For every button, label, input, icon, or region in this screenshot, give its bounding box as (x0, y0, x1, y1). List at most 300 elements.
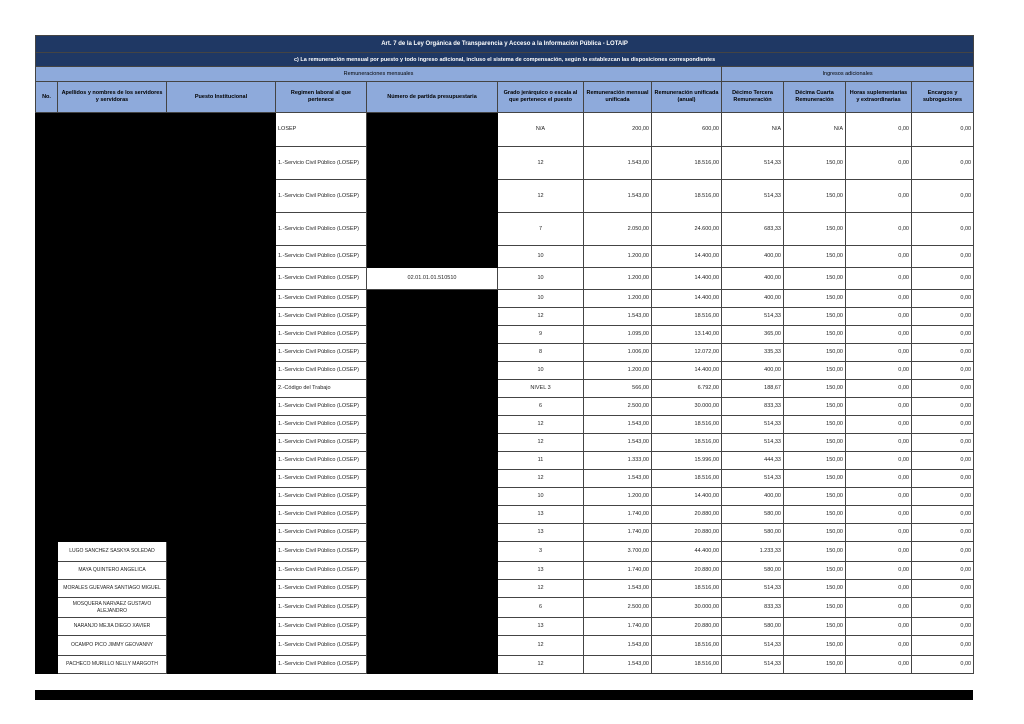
cell-regimen: 1.-Servicio Civil Público (LOSEP) (276, 656, 367, 674)
cell-grado: 12 (498, 180, 584, 213)
cell-no (36, 452, 58, 470)
cell-mensual: 1.543,00 (584, 636, 652, 656)
cell-encargos: 0,00 (912, 147, 974, 180)
cell-anual: 20.880,00 (652, 618, 722, 636)
cell-decima-cuarta: 150,00 (784, 488, 846, 506)
remuneration-table (35, 35, 974, 674)
cell-decimo-tercera: 514,33 (722, 470, 784, 488)
col-header-nombres: Apellidos y nombres de los servidores y servidoras (58, 82, 167, 113)
cell-puesto (167, 542, 276, 562)
cell-partida (367, 362, 498, 380)
cell-decimo-tercera: 514,33 (722, 147, 784, 180)
cell-regimen: 1.-Servicio Civil Público (LOSEP) (276, 470, 367, 488)
col-header-decimo-tercera: Décimo Tercera Remuneración (722, 82, 784, 113)
cell-no (36, 470, 58, 488)
cell-puesto (167, 308, 276, 326)
table-body (36, 113, 974, 674)
cell-decimo-tercera: 833,33 (722, 398, 784, 416)
cell-grado: 8 (498, 344, 584, 362)
cell-anual: 18.516,00 (652, 416, 722, 434)
remuneration-document (35, 35, 974, 674)
cell-anual: 14.400,00 (652, 290, 722, 308)
cell-decimo-tercera: 400,00 (722, 362, 784, 380)
cell-mensual: 1.543,00 (584, 470, 652, 488)
cell-grado: 12 (498, 416, 584, 434)
table-row (36, 470, 974, 488)
cell-no (36, 362, 58, 380)
cell-partida (367, 380, 498, 398)
table-row (36, 598, 974, 618)
cell-no (36, 542, 58, 562)
cell-decimo-tercera: 580,00 (722, 524, 784, 542)
cell-horas: 0,00 (846, 598, 912, 618)
cell-puesto (167, 636, 276, 656)
cell-partida (367, 290, 498, 308)
cell-encargos: 0,00 (912, 268, 974, 290)
cell-regimen: 1.-Servicio Civil Público (LOSEP) (276, 416, 367, 434)
cell-horas: 0,00 (846, 180, 912, 213)
cell-decimo-tercera: 1.233,33 (722, 542, 784, 562)
cell-puesto (167, 213, 276, 246)
cell-grado: 6 (498, 398, 584, 416)
cell-horas: 0,00 (846, 308, 912, 326)
cell-decimo-tercera: 335,33 (722, 344, 784, 362)
cell-no (36, 656, 58, 674)
cell-decimo-tercera: 400,00 (722, 268, 784, 290)
table-row (36, 452, 974, 470)
cell-regimen: 1.-Servicio Civil Público (LOSEP) (276, 506, 367, 524)
group-header-remuneraciones: Remuneraciones mensuales (36, 67, 722, 82)
cell-horas: 0,00 (846, 636, 912, 656)
cell-puesto (167, 268, 276, 290)
cell-decima-cuarta: 150,00 (784, 434, 846, 452)
cell-grado: 12 (498, 434, 584, 452)
cell-partida (367, 180, 498, 213)
cell-decimo-tercera: N/A (722, 113, 784, 147)
cell-puesto (167, 344, 276, 362)
cell-anual: 12.072,00 (652, 344, 722, 362)
cell-grado: 10 (498, 268, 584, 290)
cell-grado: 10 (498, 290, 584, 308)
cell-decimo-tercera: 400,00 (722, 246, 784, 268)
cell-regimen: 1.-Servicio Civil Público (LOSEP) (276, 268, 367, 290)
table-row (36, 636, 974, 656)
cell-puesto (167, 562, 276, 580)
cell-regimen: 1.-Servicio Civil Público (LOSEP) (276, 362, 367, 380)
cell-partida (367, 618, 498, 636)
cell-horas: 0,00 (846, 268, 912, 290)
table-row (36, 656, 974, 674)
cell-grado: 13 (498, 562, 584, 580)
cell-mensual: 1.200,00 (584, 246, 652, 268)
cell-decima-cuarta: 150,00 (784, 580, 846, 598)
cell-no (36, 562, 58, 580)
cell-nombre (58, 290, 167, 308)
cell-horas: 0,00 (846, 344, 912, 362)
cell-anual: 6.792,00 (652, 380, 722, 398)
cell-mensual: 1.200,00 (584, 488, 652, 506)
cell-encargos: 0,00 (912, 542, 974, 562)
table-row (36, 488, 974, 506)
cell-puesto (167, 656, 276, 674)
cell-nombre: MAYA QUINTERO ANGELICA (58, 562, 167, 580)
cell-decima-cuarta: 150,00 (784, 147, 846, 180)
cell-no (36, 147, 58, 180)
cell-encargos: 0,00 (912, 470, 974, 488)
table-row (36, 416, 974, 434)
cell-mensual: 1.740,00 (584, 562, 652, 580)
table-row (36, 524, 974, 542)
table-row (36, 290, 974, 308)
cell-partida (367, 598, 498, 618)
cell-nombre (58, 213, 167, 246)
cell-decimo-tercera: 400,00 (722, 488, 784, 506)
cell-horas: 0,00 (846, 580, 912, 598)
table-row (36, 362, 974, 380)
cell-regimen: 1.-Servicio Civil Público (LOSEP) (276, 542, 367, 562)
cell-encargos: 0,00 (912, 246, 974, 268)
table-row (36, 398, 974, 416)
cell-partida (367, 434, 498, 452)
cell-mensual: 566,00 (584, 380, 652, 398)
col-header-horas: Horas suplementarias y extraordinarias (846, 82, 912, 113)
cell-nombre (58, 308, 167, 326)
cell-decima-cuarta: 150,00 (784, 598, 846, 618)
cell-partida (367, 326, 498, 344)
cell-decima-cuarta: 150,00 (784, 416, 846, 434)
cell-horas: 0,00 (846, 326, 912, 344)
cell-regimen: 1.-Servicio Civil Público (LOSEP) (276, 246, 367, 268)
cell-decima-cuarta: 150,00 (784, 398, 846, 416)
cell-anual: 15.996,00 (652, 452, 722, 470)
cell-anual: 20.880,00 (652, 562, 722, 580)
cell-grado: 10 (498, 246, 584, 268)
cell-encargos: 0,00 (912, 434, 974, 452)
cell-puesto (167, 618, 276, 636)
cell-nombre (58, 147, 167, 180)
cell-encargos: 0,00 (912, 113, 974, 147)
cell-encargos: 0,00 (912, 308, 974, 326)
cell-no (36, 380, 58, 398)
cell-encargos: 0,00 (912, 452, 974, 470)
cell-decima-cuarta: 150,00 (784, 656, 846, 674)
cell-encargos: 0,00 (912, 398, 974, 416)
cell-nombre: LUGO SANCHEZ SASKYA SOLEDAD (58, 542, 167, 562)
cell-mensual: 1.740,00 (584, 524, 652, 542)
cell-decimo-tercera: 580,00 (722, 618, 784, 636)
cell-decima-cuarta: 150,00 (784, 362, 846, 380)
cell-puesto (167, 380, 276, 398)
cell-mensual: 1.543,00 (584, 308, 652, 326)
cell-mensual: 1.740,00 (584, 618, 652, 636)
cell-nombre (58, 470, 167, 488)
table-row (36, 542, 974, 562)
cell-nombre (58, 452, 167, 470)
cell-regimen: 1.-Servicio Civil Público (LOSEP) (276, 213, 367, 246)
cell-mensual: 1.543,00 (584, 416, 652, 434)
cell-decimo-tercera: 683,33 (722, 213, 784, 246)
cell-nombre (58, 416, 167, 434)
cell-regimen: 1.-Servicio Civil Público (LOSEP) (276, 434, 367, 452)
cell-mensual: 1.200,00 (584, 290, 652, 308)
cell-partida (367, 213, 498, 246)
cell-decima-cuarta: 150,00 (784, 380, 846, 398)
cell-mensual: 1.740,00 (584, 506, 652, 524)
cell-grado: 13 (498, 506, 584, 524)
cell-nombre (58, 113, 167, 147)
cell-encargos: 0,00 (912, 362, 974, 380)
cell-nombre (58, 524, 167, 542)
cell-mensual: 2.500,00 (584, 398, 652, 416)
cell-horas: 0,00 (846, 416, 912, 434)
cell-anual: 13.140,00 (652, 326, 722, 344)
cell-decima-cuarta: 150,00 (784, 470, 846, 488)
cell-encargos: 0,00 (912, 524, 974, 542)
table-row (36, 344, 974, 362)
cell-mensual: 2.050,00 (584, 213, 652, 246)
cell-puesto (167, 398, 276, 416)
col-header-regimen: Regimen laboral al que pertenece (276, 82, 367, 113)
cell-encargos: 0,00 (912, 180, 974, 213)
cell-no (36, 268, 58, 290)
col-header-grado: Grado jerárquico o escala al que pertenece el puesto (498, 82, 584, 113)
table-row (36, 180, 974, 213)
cell-horas: 0,00 (846, 562, 912, 580)
cell-grado: 10 (498, 362, 584, 380)
table-row (36, 562, 974, 580)
cell-anual: 18.516,00 (652, 636, 722, 656)
cell-no (36, 506, 58, 524)
cell-partida (367, 562, 498, 580)
cell-nombre (58, 380, 167, 398)
cell-regimen: LOSEP (276, 113, 367, 147)
cell-horas: 0,00 (846, 398, 912, 416)
cell-partida (367, 656, 498, 674)
col-header-decima-cuarta: Décima Cuarta Remuneración (784, 82, 846, 113)
cell-grado: 11 (498, 452, 584, 470)
cell-puesto (167, 452, 276, 470)
cell-mensual: 1.543,00 (584, 180, 652, 213)
cell-encargos: 0,00 (912, 290, 974, 308)
cell-anual: 30.000,00 (652, 598, 722, 618)
cell-anual: 18.516,00 (652, 147, 722, 180)
table-row (36, 580, 974, 598)
table-row (36, 268, 974, 290)
cell-horas: 0,00 (846, 470, 912, 488)
cell-grado: NIVEL 3 (498, 380, 584, 398)
col-header-partida: Número de partida presupuestaria (367, 82, 498, 113)
cell-regimen: 1.-Servicio Civil Público (LOSEP) (276, 290, 367, 308)
cell-decima-cuarta: 150,00 (784, 562, 846, 580)
cell-decima-cuarta: 150,00 (784, 618, 846, 636)
cell-encargos: 0,00 (912, 326, 974, 344)
cell-partida (367, 524, 498, 542)
cell-anual: 18.516,00 (652, 434, 722, 452)
cell-decima-cuarta: 150,00 (784, 452, 846, 470)
cell-decimo-tercera: 580,00 (722, 562, 784, 580)
table-row (36, 506, 974, 524)
cell-grado: 12 (498, 470, 584, 488)
cell-decima-cuarta: 150,00 (784, 326, 846, 344)
cell-regimen: 1.-Servicio Civil Público (LOSEP) (276, 580, 367, 598)
cell-no (36, 113, 58, 147)
table-row (36, 147, 974, 180)
cell-regimen: 1.-Servicio Civil Público (LOSEP) (276, 180, 367, 213)
cell-partida (367, 506, 498, 524)
cell-anual: 14.400,00 (652, 246, 722, 268)
cell-anual: 24.600,00 (652, 213, 722, 246)
table-row (36, 246, 974, 268)
cell-no (36, 524, 58, 542)
cell-decimo-tercera: 365,00 (722, 326, 784, 344)
cell-horas: 0,00 (846, 488, 912, 506)
cell-decimo-tercera: 833,33 (722, 598, 784, 618)
cell-decima-cuarta: 150,00 (784, 636, 846, 656)
table-row (36, 308, 974, 326)
cell-puesto (167, 506, 276, 524)
cell-decimo-tercera: 400,00 (722, 290, 784, 308)
cell-regimen: 2.-Código del Trabajo (276, 380, 367, 398)
cell-no (36, 636, 58, 656)
cell-partida (367, 416, 498, 434)
cell-decima-cuarta: 150,00 (784, 344, 846, 362)
group-header-ingresos: Ingresos adicionales (722, 67, 974, 82)
cell-nombre: MOSQUERA NARVAEZ GUSTAVO ALEJANDRO (58, 598, 167, 618)
cell-anual: 18.516,00 (652, 656, 722, 674)
cell-decima-cuarta: 150,00 (784, 213, 846, 246)
cell-horas: 0,00 (846, 290, 912, 308)
cell-nombre: MORALES GUEVARA SANTIAGO MIGUEL (58, 580, 167, 598)
document-title: Art. 7 de la Ley Orgánica de Transparencia y Acceso a la Información Pública - LOTAIP (36, 36, 974, 53)
cell-nombre (58, 398, 167, 416)
cell-horas: 0,00 (846, 656, 912, 674)
cell-anual: 30.000,00 (652, 398, 722, 416)
cell-no (36, 398, 58, 416)
cell-puesto (167, 180, 276, 213)
cell-encargos: 0,00 (912, 580, 974, 598)
cell-puesto (167, 598, 276, 618)
cell-puesto (167, 416, 276, 434)
cell-puesto (167, 113, 276, 147)
cell-no (36, 618, 58, 636)
cell-anual: 14.400,00 (652, 488, 722, 506)
cell-partida (367, 147, 498, 180)
cell-regimen: 1.-Servicio Civil Público (LOSEP) (276, 147, 367, 180)
cell-decimo-tercera: 514,33 (722, 308, 784, 326)
cell-partida (367, 580, 498, 598)
cell-puesto (167, 434, 276, 452)
cell-regimen: 1.-Servicio Civil Público (LOSEP) (276, 524, 367, 542)
cell-grado: 3 (498, 542, 584, 562)
cell-nombre (58, 434, 167, 452)
cell-encargos: 0,00 (912, 380, 974, 398)
cell-partida (367, 246, 498, 268)
cell-decima-cuarta: 150,00 (784, 290, 846, 308)
cell-regimen: 1.-Servicio Civil Público (LOSEP) (276, 326, 367, 344)
cell-no (36, 326, 58, 344)
cell-partida (367, 488, 498, 506)
table-row (36, 618, 974, 636)
cell-regimen: 1.-Servicio Civil Público (LOSEP) (276, 488, 367, 506)
cell-regimen: 1.-Servicio Civil Público (LOSEP) (276, 562, 367, 580)
cell-mensual: 1.543,00 (584, 580, 652, 598)
cell-anual: 20.880,00 (652, 506, 722, 524)
cell-grado: 10 (498, 488, 584, 506)
cell-no (36, 598, 58, 618)
redaction-bar (35, 690, 973, 700)
cell-mensual: 1.333,00 (584, 452, 652, 470)
cell-no (36, 580, 58, 598)
cell-mensual: 1.543,00 (584, 656, 652, 674)
cell-no (36, 246, 58, 268)
cell-horas: 0,00 (846, 542, 912, 562)
cell-nombre (58, 488, 167, 506)
cell-decimo-tercera: 514,33 (722, 434, 784, 452)
cell-encargos: 0,00 (912, 656, 974, 674)
cell-no (36, 308, 58, 326)
cell-puesto (167, 524, 276, 542)
cell-anual: 18.516,00 (652, 180, 722, 213)
cell-grado: N/A (498, 113, 584, 147)
cell-regimen: 1.-Servicio Civil Público (LOSEP) (276, 618, 367, 636)
cell-encargos: 0,00 (912, 636, 974, 656)
cell-decimo-tercera: 514,33 (722, 656, 784, 674)
cell-puesto (167, 488, 276, 506)
col-header-mensual: Remuneración mensual unificada (584, 82, 652, 113)
cell-no (36, 344, 58, 362)
col-header-anual: Remuneración unificada (anual) (652, 82, 722, 113)
cell-decima-cuarta: 150,00 (784, 542, 846, 562)
cell-mensual: 200,00 (584, 113, 652, 147)
cell-encargos: 0,00 (912, 506, 974, 524)
cell-grado: 12 (498, 656, 584, 674)
cell-nombre (58, 268, 167, 290)
cell-decima-cuarta: 150,00 (784, 506, 846, 524)
cell-anual: 18.516,00 (652, 308, 722, 326)
cell-puesto (167, 326, 276, 344)
cell-grado: 12 (498, 580, 584, 598)
document-subtitle: c) La remuneración mensual por puesto y todo ingreso adicional, incluso el sistema de compensación, según lo establezcan las disposiciones correspondientes (36, 53, 974, 67)
cell-anual: 14.400,00 (652, 268, 722, 290)
cell-decima-cuarta: 150,00 (784, 308, 846, 326)
cell-grado: 13 (498, 524, 584, 542)
table-row (36, 113, 974, 147)
cell-puesto (167, 470, 276, 488)
cell-no (36, 488, 58, 506)
cell-horas: 0,00 (846, 362, 912, 380)
table-row (36, 213, 974, 246)
cell-no (36, 213, 58, 246)
cell-partida (367, 542, 498, 562)
cell-nombre: NARANJO MEJIA DIEGO XAVIER (58, 618, 167, 636)
cell-decimo-tercera: 188,67 (722, 380, 784, 398)
cell-puesto (167, 580, 276, 598)
cell-nombre (58, 246, 167, 268)
cell-encargos: 0,00 (912, 618, 974, 636)
cell-nombre (58, 180, 167, 213)
cell-decima-cuarta: 150,00 (784, 180, 846, 213)
table-row (36, 434, 974, 452)
cell-mensual: 1.006,00 (584, 344, 652, 362)
cell-encargos: 0,00 (912, 344, 974, 362)
cell-partida (367, 636, 498, 656)
cell-anual: 44.400,00 (652, 542, 722, 562)
cell-nombre: PACHECO MURILLO NELLY MARGOTH (58, 656, 167, 674)
cell-no (36, 434, 58, 452)
cell-regimen: 1.-Servicio Civil Público (LOSEP) (276, 452, 367, 470)
cell-mensual: 1.543,00 (584, 147, 652, 180)
cell-partida (367, 470, 498, 488)
